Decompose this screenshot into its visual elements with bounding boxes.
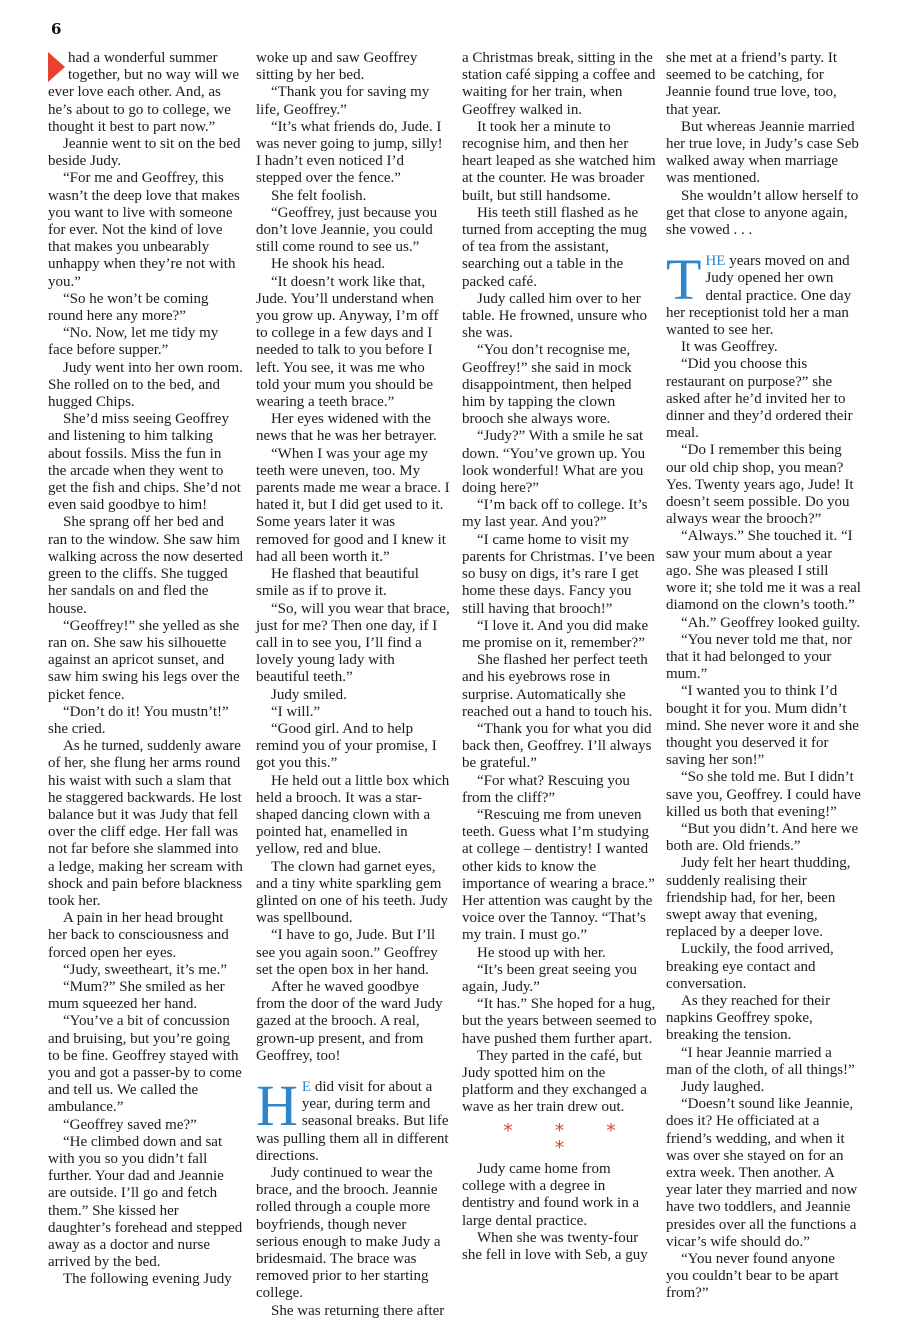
paragraph: “It’s been great seeing you again, Judy.” (462, 961, 637, 995)
paragraph: He stood up with her. (477, 944, 606, 961)
drop-cap: T (666, 247, 702, 313)
paragraph: She wouldn’t allow herself to get that close to anyone again, she vowed . . . (666, 187, 859, 239)
paragraph: She was returning there after (271, 1302, 445, 1319)
paragraph: “Rescuing me from uneven teeth. Guess what I’m studying at college – dentistry! I wanted other kids to know the importance of wearing a brace.” Her attention was caught by the voice over the Tannoy. “That’s my train. I must go.” (462, 806, 655, 944)
paragraph: Luckily, the food arrived, breaking eye contact and conversation. (666, 941, 834, 992)
paragraph: But whereas Jeannie married her true love, in Judy’s case Seb walked away when marriage was mentioned. (666, 118, 859, 187)
paragraph: The clown had garnet eyes, and a tiny white sparkling gem glinted on one of his teeth. Judy was spellbound. (256, 858, 449, 927)
paragraph: They parted in the café, but Judy spotted him on the platform and they exchanged a wave as her train drew out. (462, 1047, 647, 1116)
paragraph: “Do I remember this being our old chip shop, you mean? Yes. Twenty years ago, Jude! It doesn’t seem possible. Do you always wear the brooch?” (666, 442, 854, 528)
paragraph: “Judy?” With a smile he sat down. “You’ve grown up. You look wonderful! What are you doing here?” (462, 428, 646, 497)
column-3 (462, 50, 657, 1264)
paragraph: “I hear Jeannie married a man of the cloth, of all things!” (666, 1044, 855, 1078)
paragraph: “It’s what friends do, Jude. I was never going to jump, silly! I hadn’t even noticed I’d stepped over the fence.” (256, 118, 443, 187)
drop-cap-word: E (301, 1078, 312, 1095)
paragraph: “Doesn’t sound like Jeannie, does it? He officiated at a friend’s wedding, and when it was over she stayed on for an extra week. Then another. A year later they married and now have two toddlers, and Jeannie presides over all the functions a vicar’s wife should do.” (666, 1096, 858, 1250)
column-2 (256, 50, 451, 1320)
paragraph: Judy continued to wear the brace, and the brooch. Jeannie rolled through a couple more boyfriends, though never serious enough to make Judy a bridesmaid. The brace was removed prior to her starting college. (256, 1165, 441, 1302)
paragraph: A pain in her head brought her back to consciousness and forced open her eyes. (48, 910, 229, 961)
paragraph: “Ah.” Geoffrey looked guilty. (681, 614, 861, 631)
paragraph: Judy came home from college with a degree in dentistry and found work in a large dental practice. (462, 1161, 640, 1229)
paragraph: “Did you choose this restaurant on purpose?” she asked after he’d invited her to dinner and they’d ordered their meal. (666, 356, 853, 442)
paragraph: “I have to go, Jude. But I’ll see you again soon.” Geoffrey set the open box in her hand. (256, 927, 438, 978)
paragraph: “You don’t recognise me, Geoffrey!” she said in mock disappointment, then helped him by tapping the clown brooch she always wore. (462, 342, 632, 428)
paragraph: It was Geoffrey. (681, 339, 778, 356)
paragraph: “Good girl. And to help remind you of your promise, I got you this.” (256, 720, 437, 772)
paragraph: “When I was your age my teeth were uneven, too. My parents made me wear a brace. I hated it, but I did get used to it. Some years later it was removed for good and I knew it had all been worth it.” (256, 445, 450, 565)
column-4 (666, 50, 861, 1303)
paragraph: He held out a little box which held a brooch. It was a star-shaped dancing clown with a pointed hat, enamelled in yellow, red and blue. (256, 772, 450, 858)
paragraph: His teeth still flashed as he turned from accepting the mug of tea from the assistant, searching out a table in the packed café. (462, 204, 647, 290)
red-triangle-arrow-icon (48, 52, 65, 82)
paragraph: She’d miss seeing Geoffrey and listening to him talking about fossils. Miss the fun in the arcade when they went to get the fish and chips. She’d not even said goodbye to him! (48, 411, 241, 514)
paragraph: He shook his head. (271, 256, 386, 273)
paragraph: Judy called him over to her table. He frowned, unsure who she was. (462, 290, 647, 342)
paragraph: “It doesn’t work like that, Jude. You’ll understand when you grow up. Anyway, I’m off to college in a few days and I needed to talk to you before I left. You see, it was me who told your mum you should be wearing a teeth brace.” (256, 273, 439, 411)
paragraph: “So, will you wear that brace, just for me? Then one day, if I call in to see you, I’ll find a lovely young lady with beautiful teeth.” (256, 600, 450, 686)
paragraph: “He climbed down and sat with you so you didn’t fall further. Your dad and Jeannie are outside. I’ll go and fetch them.” She kissed her daughter’s forehead and stepped away as a doctor and nurse arrived by the bed. (48, 1133, 243, 1271)
paragraph: “I love it. And you did make me promise on it, remember?” (462, 617, 649, 651)
paragraph: “Thank you for saving my life, Geoffrey.” (256, 84, 430, 118)
paragraph: “Geoffrey!” she yelled as she ran on. She saw his silhouette against an apricot sunset, and saw him swing his legs over the picket fence. (48, 617, 240, 703)
drop-cap-word: HE (705, 253, 726, 270)
paragraph: “Always.” She touched it. “I saw your mum about a year ago. She was pleased I still wore it; she told me it was a real diamond on the clown’s tooth.” (666, 528, 861, 614)
paragraph: “I wanted you to think I’d bought it for you. Mum didn’t mind. She never wore it and she thought you deserved it for saving her son!” (666, 683, 859, 769)
paragraph: “Thank you for what you did back then, Geoffrey. I’ll always be grateful.” (462, 720, 652, 772)
column-1 (48, 50, 243, 1289)
paragraph: “For what? Rescuing you from the cliff?” (462, 772, 630, 806)
paragraph: “I came home to visit my parents for Christmas. I’ve been so busy on digs, it’s rare I get home these days. Fancy you still having that brooch!” (462, 531, 655, 617)
paragraph: It took her a minute to recognise him, and then her heart leaped as she watched him at the counter. He was broader built, but still handsome. (462, 118, 656, 204)
paragraph: “Judy, sweetheart, it’s me.” (63, 961, 227, 978)
paragraph: “But you didn’t. And here we both are. Old friends.” (666, 820, 859, 855)
paragraph: woke up and saw Geoffrey sitting by her bed. (256, 50, 418, 84)
paragraph: When she was twenty-four she fell in love with Seb, a guy (462, 1229, 648, 1264)
paragraph: The following evening Judy (63, 1271, 232, 1288)
paragraph: Judy laughed. (681, 1078, 765, 1095)
paragraph: She felt foolish. (271, 187, 367, 204)
paragraph: After he waved goodbye from the door of the ward Judy gazed at the brooch. A real, grown-up present, and from Geoffrey, too! (256, 978, 443, 1064)
paragraph: She flashed her perfect teeth and his eyebrows rose in surprise. Automatically she reached out a hand to touch his. (462, 652, 653, 720)
paragraph: Her eyes widened with the news that he was her betrayer. (256, 411, 437, 445)
paragraph: “I will.” (271, 703, 321, 720)
drop-cap: H (256, 1072, 298, 1138)
page-number: 6 (51, 20, 62, 38)
paragraph: had a wonderful summer together, but no way will we ever love each other. And, as he’s about to go to college, we thought it best to part now.” (48, 50, 240, 135)
paragraph: Jeannie went to sit on the bed beside Judy. (48, 136, 241, 170)
paragraph: “You never told me that, nor that it had belonged to your mum.” (666, 631, 852, 683)
paragraph: As he turned, suddenly aware of her, she flung her arms round his waist with such a slam that he staggered backwards. He lost balance but it was Judy that fell over the cliff edge. Her fall was not far before she slammed into a ledge, making her scream with shock and pain before blackness took her. (48, 738, 243, 909)
paragraph: she met at a friend’s party. It seemed to be catching, for Jeannie found true love, too, that year. (666, 50, 838, 118)
paragraph: “You never found anyone you couldn’t bear to be apart from?” (666, 1251, 839, 1302)
paragraph-text: years moved on and Judy opened her own dental practice. One day her receptionist told her a man wanted to see her. (666, 253, 852, 339)
paragraph: “I’m back off to college. It’s my last year. And you?” (462, 497, 648, 531)
paragraph: Judy went into her own room. She rolled on to the bed, and hugged Chips. (48, 359, 243, 411)
paragraph: “Mum?” She smiled as her mum squeezed her hand. (48, 978, 225, 1013)
paragraph: “Don’t do it! You mustn’t!” she cried. (48, 703, 229, 737)
paragraph: “Geoffrey saved me?” (63, 1116, 197, 1133)
section-break-stars: * * * * (503, 1119, 634, 1159)
paragraph: a Christmas break, sitting in the station café sipping a coffee and waiting for her train, when Geoffrey walked in. (462, 50, 656, 118)
paragraph: “So she told me. But I didn’t save you, Geoffrey. I could have killed us both that evening!” (666, 769, 861, 820)
paragraph: “You’ve a bit of concussion and bruising, but you’re going to be fine. Geoffrey stayed with you and got a passer-by to come and tell us. We called the ambulance.” (48, 1013, 242, 1116)
paragraph: “So he won’t be coming round here any more?” (48, 290, 209, 325)
paragraph: Judy smiled. (271, 686, 347, 703)
paragraph: As they reached for their napkins Geoffrey spoke, breaking the tension. (666, 992, 831, 1044)
paragraph: “For me and Geoffrey, this wasn’t the deep love that makes you want to live with someone for ever. Not the kind of love that makes you unbearably unhappy when they’re not with you.” (48, 170, 240, 290)
paragraph: She sprang off her bed and ran to the window. She saw him walking across the now deserted green to the cliffs. She tugged her sandals on and fled the house. (48, 514, 243, 617)
paragraph: “Geoffrey, just because you don’t love Jeannie, you could still come round to see us.” (256, 204, 438, 256)
paragraph: He flashed that beautiful smile as if to prove it. (256, 566, 419, 600)
paragraph: “It has.” She hoped for a hug, but the years between seemed to have pushed them further apart. (462, 996, 657, 1047)
paragraph: “No. Now, let me tidy my face before supper.” (48, 325, 219, 359)
paragraph-text: did visit for about a year, during term and seasonal breaks. But life was pulling them all in different directions. (256, 1078, 449, 1164)
paragraph: Judy felt her heart thudding, suddenly realising their friendship had, for her, been swept away that evening, replaced by a deeper love. (666, 855, 851, 941)
